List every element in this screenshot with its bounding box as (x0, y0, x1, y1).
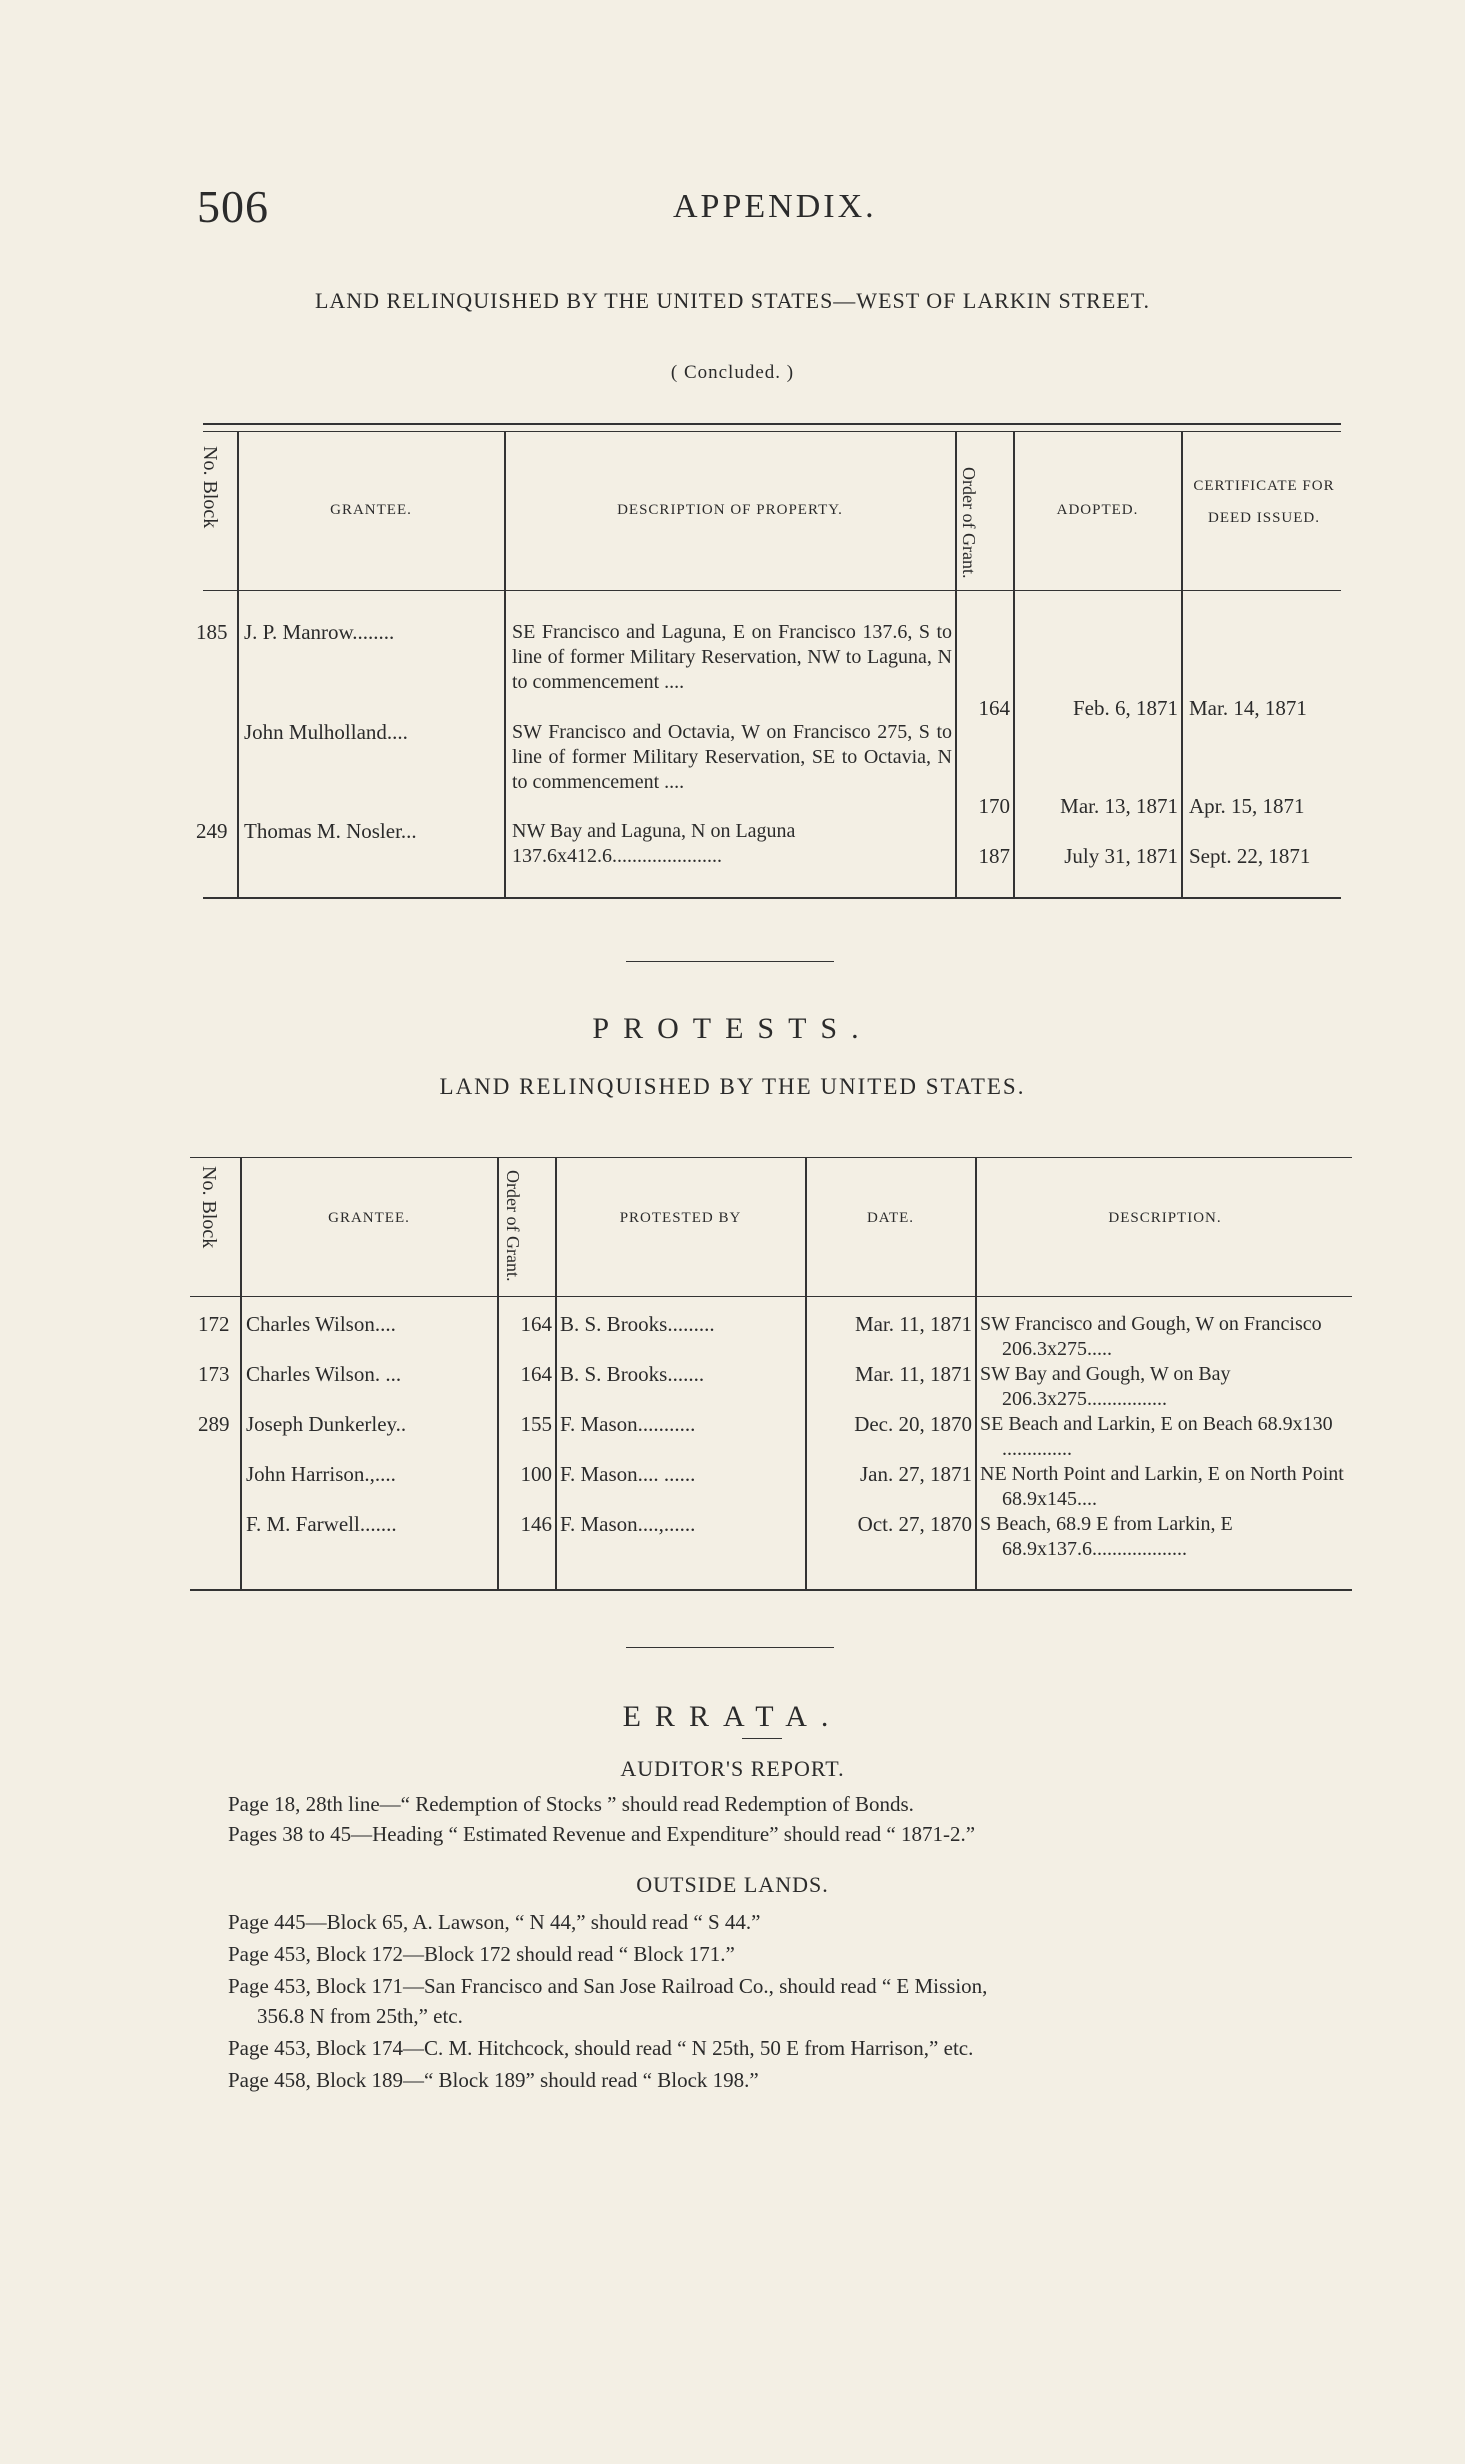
header-block: No. Block (199, 446, 221, 529)
protest-row4-protested-by: F. Mason.... ...... (560, 1462, 696, 1486)
protest-row1-protested-by: B. S. Brooks......... (560, 1312, 715, 1336)
table1-title: LAND RELINQUISHED BY THE UNITED STATES—WEST OF LARKIN STREET. (314, 288, 1151, 313)
column-rule (955, 432, 957, 897)
rule (190, 1296, 1352, 1297)
protest-row5-grantee: F. M. Farwell....... (246, 1512, 397, 1536)
outside-line: Page 458, Block 189—“ Block 189” should read “ Block 198.” (228, 2068, 759, 2092)
protest-row1-order: 164 (520, 1312, 552, 1336)
protest-row2-date: Mar. 11, 1871 (854, 1362, 972, 1386)
section-divider (626, 961, 834, 962)
header-description: DESCRIPTION OF PROPERTY. (617, 502, 843, 518)
column-rule (805, 1158, 807, 1589)
row1-block: 185 (196, 620, 228, 644)
row1-order: 164 (978, 696, 1010, 720)
row2-order: 170 (978, 794, 1010, 818)
protest-row5-description: S Beach, 68.9 E from Larkin, E 68.9x137.6................... (980, 1513, 1233, 1560)
protest-row2-protested-by: B. S. Brooks....... (560, 1362, 705, 1386)
column-rule (237, 432, 239, 897)
protests-header-description: DESCRIPTION. (1108, 1210, 1222, 1226)
protest-row3-order: 155 (520, 1412, 552, 1436)
auditor-line: Pages 38 to 45—Heading “ Estimated Revenue and Expenditure” should read “ 1871-2.” (228, 1822, 976, 1846)
rule (190, 1157, 1352, 1158)
column-rule (1013, 432, 1015, 897)
column-rule (504, 432, 506, 897)
protest-row5-protested-by: F. Mason....,...... (560, 1512, 696, 1536)
rule (203, 590, 1341, 591)
rule (190, 1589, 1352, 1591)
errata-title: ERRATA. (622, 1700, 843, 1733)
row3-description: NW Bay and Laguna, N on Laguna 137.6x412.6...................... (512, 820, 796, 867)
outside-line: Page 453, Block 174—C. M. Hitchcock, should read “ N 25th, 50 E from Harrison,” etc. (228, 2036, 974, 2060)
row2-description: SW Francisco and Octavia, W on Francisco 275, S to line of former Military Reservation, SE to Octavia, N to commencement .... (512, 721, 952, 793)
outside-line: Page 453, Block 172—Block 172 should read “ Block 171.” (228, 1942, 735, 1966)
column-rule (555, 1158, 557, 1589)
rule (203, 423, 1341, 425)
protest-row1-block: 172 (198, 1312, 230, 1336)
row3-order: 187 (978, 844, 1010, 868)
protests-header-protested-by: PROTESTED BY (619, 1210, 742, 1226)
row2-adopted: Mar. 13, 1871 (1060, 794, 1178, 818)
protests-header-block: No. Block (198, 1166, 220, 1249)
protest-row4-grantee: John Harrison.,.... (246, 1462, 396, 1486)
protest-row1-date: Mar. 11, 1871 (854, 1312, 972, 1336)
column-rule (497, 1158, 499, 1589)
outside-line: Page 453, Block 171—San Francisco and San Jose Railroad Co., should read “ E Mission, (228, 1974, 988, 1998)
errata-dash (742, 1738, 782, 1739)
auditor-line: Page 18, 28th line—“ Redemption of Stocks ” should read Redemption of Bonds. (228, 1792, 914, 1816)
protests-title: PROTESTS. (592, 1012, 873, 1045)
row3-block: 249 (196, 819, 228, 843)
section-divider (626, 1647, 834, 1648)
protest-row4-date: Jan. 27, 1871 (860, 1462, 972, 1486)
auditor-heading: AUDITOR'S REPORT. (620, 1756, 845, 1781)
table1-subtitle: ( Concluded. ) (670, 362, 795, 383)
row2-grantee: John Mulholland.... (244, 720, 408, 744)
protests-header-order: Order of Grant. (503, 1170, 523, 1282)
row1-grantee: J. P. Manrow........ (244, 620, 395, 644)
protest-row2-description: SW Bay and Gough, W on Bay 206.3x275................ (980, 1363, 1231, 1410)
header-certificate: CERTIFICATE FOR DEED ISSUED. (1193, 478, 1335, 526)
row1-adopted: Feb. 6, 1871 (1073, 696, 1178, 720)
protests-subtitle: LAND RELINQUISHED BY THE UNITED STATES. (439, 1074, 1026, 1099)
protests-header-grantee: GRANTEE. (328, 1210, 410, 1226)
protest-row2-grantee: Charles Wilson. ... (246, 1362, 402, 1386)
protest-row3-protested-by: F. Mason........... (560, 1412, 696, 1436)
page-number: 506 (197, 181, 269, 232)
column-rule (1181, 432, 1183, 897)
running-head: APPENDIX. (673, 188, 877, 225)
protest-row1-description: SW Francisco and Gough, W on Francisco 206.3x275..... (980, 1313, 1322, 1360)
outside-line: Page 445—Block 65, A. Lawson, “ N 44,” should read “ S 44.” (228, 1910, 761, 1934)
protest-row5-date: Oct. 27, 1870 (857, 1512, 972, 1536)
protest-row4-description: NE North Point and Larkin, E on North Point 68.9x145.... (980, 1463, 1344, 1510)
outside-line: 356.8 N from 25th,” etc. (257, 2004, 463, 2028)
protest-row3-block: 289 (198, 1412, 230, 1436)
row1-description: SE Francisco and Laguna, E on Francisco 137.6, S to line of former Military Reservation, NW to Laguna, N to commencement .... (512, 621, 952, 693)
protest-row3-grantee: Joseph Dunkerley.. (246, 1412, 407, 1436)
header-grantee: GRANTEE. (330, 502, 412, 518)
protest-row2-block: 173 (198, 1362, 230, 1386)
row2-certificate: Apr. 15, 1871 (1189, 794, 1305, 818)
row3-adopted: July 31, 1871 (1064, 844, 1178, 868)
outside-heading: OUTSIDE LANDS. (636, 1872, 829, 1897)
column-rule (240, 1158, 242, 1589)
protests-header-date: DATE. (866, 1210, 915, 1226)
row1-certificate: Mar. 14, 1871 (1189, 696, 1307, 720)
header-order: Order of Grant. (959, 467, 979, 579)
row3-grantee: Thomas M. Nosler... (244, 819, 417, 843)
row3-certificate: Sept. 22, 1871 (1189, 844, 1311, 868)
protest-row5-order: 146 (520, 1512, 552, 1536)
protest-row3-date: Dec. 20, 1870 (854, 1412, 972, 1436)
protest-row2-order: 164 (520, 1362, 552, 1386)
header-adopted: ADOPTED. (1056, 502, 1139, 518)
protest-row1-grantee: Charles Wilson.... (246, 1312, 396, 1336)
rule (203, 897, 1341, 899)
protest-row3-description: SE Beach and Larkin, E on Beach 68.9x130 .............. (980, 1413, 1333, 1460)
column-rule (975, 1158, 977, 1589)
protest-row4-order: 100 (520, 1462, 552, 1486)
rule (203, 431, 1341, 432)
